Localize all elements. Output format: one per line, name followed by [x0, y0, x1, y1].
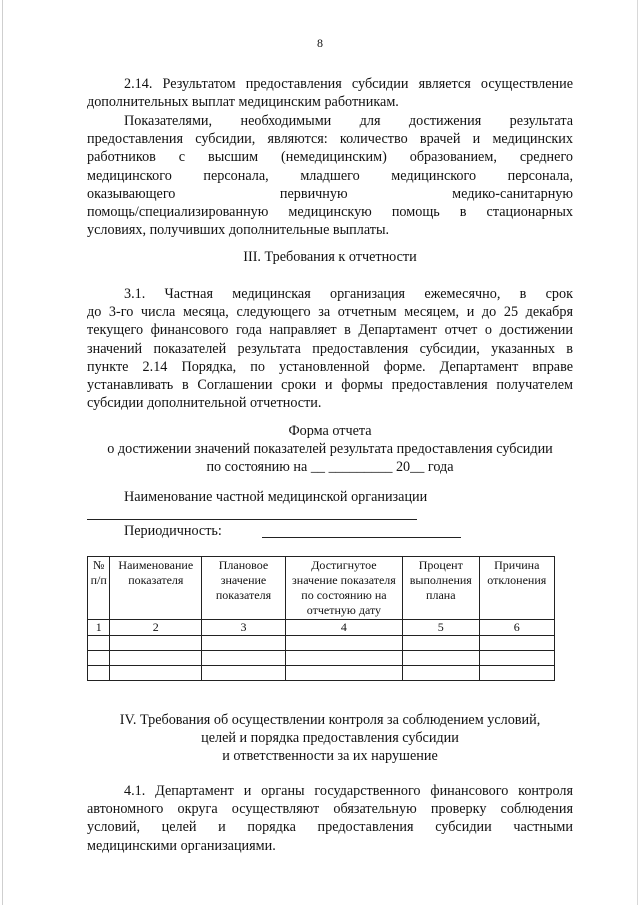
- text-line: дополнительных выплат медицинским работникам.: [87, 94, 399, 111]
- text-line: предоставления субсидии, являются: количество врачей и медицинских: [87, 131, 573, 148]
- page-edge-left: [2, 0, 3, 905]
- report-form-date: по состоянию на __ _________ 20__ года: [206, 459, 454, 475]
- text-line: пункте 2.14 Порядка, по установленной форме. Департамент вправе: [87, 358, 573, 375]
- text-line: значений показателей результата предоставления субсидии, указанных в: [87, 340, 573, 357]
- text-line: работников с высшим (немедицинским) образованием, среднего: [87, 149, 573, 166]
- table-cell: [479, 636, 554, 651]
- heading-line: целей и порядка предоставления субсидии: [201, 730, 459, 747]
- text-line: 2.14. Результатом предоставления субсидии является осуществление: [124, 76, 573, 92]
- table-header-cell: Процент выполнения плана: [403, 557, 479, 620]
- paragraph-3-1: [87, 285, 573, 412]
- table-cell: 2: [110, 620, 202, 636]
- table-cell: 1: [88, 620, 110, 636]
- report-table: [87, 556, 555, 681]
- table-row: [88, 651, 555, 666]
- table-cell: [403, 651, 479, 666]
- table-cell: [479, 651, 554, 666]
- text-line: оказывающего первичную медико-санитарную: [87, 185, 573, 202]
- periodicity-label: Периодичность:: [124, 523, 222, 539]
- text-line: текущего финансового года направляет в Департамент отчет о достижении: [87, 322, 573, 339]
- table-cell: [202, 636, 286, 651]
- text-line: медицинского персонала, младшего медицинского персонала,: [87, 167, 573, 184]
- text-line: автономного округа осуществляют обязательную проверку соблюдения: [87, 801, 573, 818]
- table-header-cell: Плановое значение показателя: [202, 557, 286, 620]
- heading-line: IV. Требования об осуществлении контроля за соблюдением условий,: [119, 712, 541, 728]
- paragraph-4-1: [87, 782, 573, 855]
- org-name-line: [87, 519, 417, 520]
- text-line: 4.1. Департамент и органы государственного финансового контроля: [124, 783, 573, 799]
- table-cell: [479, 666, 554, 681]
- table-cell: [285, 651, 402, 666]
- paragraph-indicators: [87, 112, 573, 239]
- table-cell: 3: [202, 620, 286, 636]
- table-cell: [88, 651, 110, 666]
- text-line: медицинскими организациями.: [87, 837, 276, 854]
- heading-line: и ответственности за их нарушение: [222, 748, 438, 765]
- section-3-heading: III. Требования к отчетности: [243, 249, 417, 265]
- table-cell: [110, 651, 202, 666]
- text-line: условиях, получивших дополнительные выплаты.: [87, 222, 390, 239]
- page-number: 8: [317, 36, 323, 50]
- text-line: устанавливать в Соглашении сроки и формы предоставления получателем: [87, 377, 573, 394]
- table-cell: [88, 636, 110, 651]
- table-cell: [202, 651, 286, 666]
- table-cell: [110, 666, 202, 681]
- table-cell: [285, 636, 402, 651]
- text-line: субсидии дополнительной отчетности.: [87, 395, 322, 412]
- table-cell: [88, 666, 110, 681]
- text-line: до 3-го числа месяца, следующего за отчетным месяцем, и до 25 декабря: [87, 304, 573, 321]
- table-cell: [285, 666, 402, 681]
- table-cell: 6: [479, 620, 554, 636]
- table-header-cell: Наименование показателя: [110, 557, 202, 620]
- table-cell: [202, 666, 286, 681]
- text-line: 3.1. Частная медицинская организация ежемесячно, в срок: [124, 286, 573, 302]
- section-4-heading: [87, 711, 573, 766]
- table-row: [88, 636, 555, 651]
- org-name-label: Наименование частной медицинской организации: [124, 489, 428, 505]
- text-line: помощь/специализированную медицинскую помощь в стационарных: [87, 204, 573, 221]
- table-header-cell: Достигнутое значение показателя по состоянию на отчетную дату: [285, 557, 402, 620]
- table-header-row: [88, 557, 555, 620]
- table-header-cell: Причина отклонения: [479, 557, 554, 620]
- table-cell: 4: [285, 620, 402, 636]
- page-edge-right: [637, 0, 638, 905]
- table-cell: [110, 636, 202, 651]
- table-cell: [403, 636, 479, 651]
- table-cell: [403, 666, 479, 681]
- report-form-title: Форма отчета: [288, 423, 372, 439]
- table-row: [88, 666, 555, 681]
- text-line: Показателями, необходимыми для достижения результата: [124, 113, 573, 129]
- report-form-subtitle: о достижении значений показателей результата предоставления субсидии: [107, 441, 553, 457]
- table-header-cell: № п/п: [88, 557, 110, 620]
- paragraph-2-14: [87, 75, 573, 111]
- table-cell: 5: [403, 620, 479, 636]
- text-line: условий, целей и порядка предоставления субсидии частными: [87, 819, 573, 836]
- periodicity-line: [262, 537, 461, 538]
- table-column-number-row: [88, 620, 555, 636]
